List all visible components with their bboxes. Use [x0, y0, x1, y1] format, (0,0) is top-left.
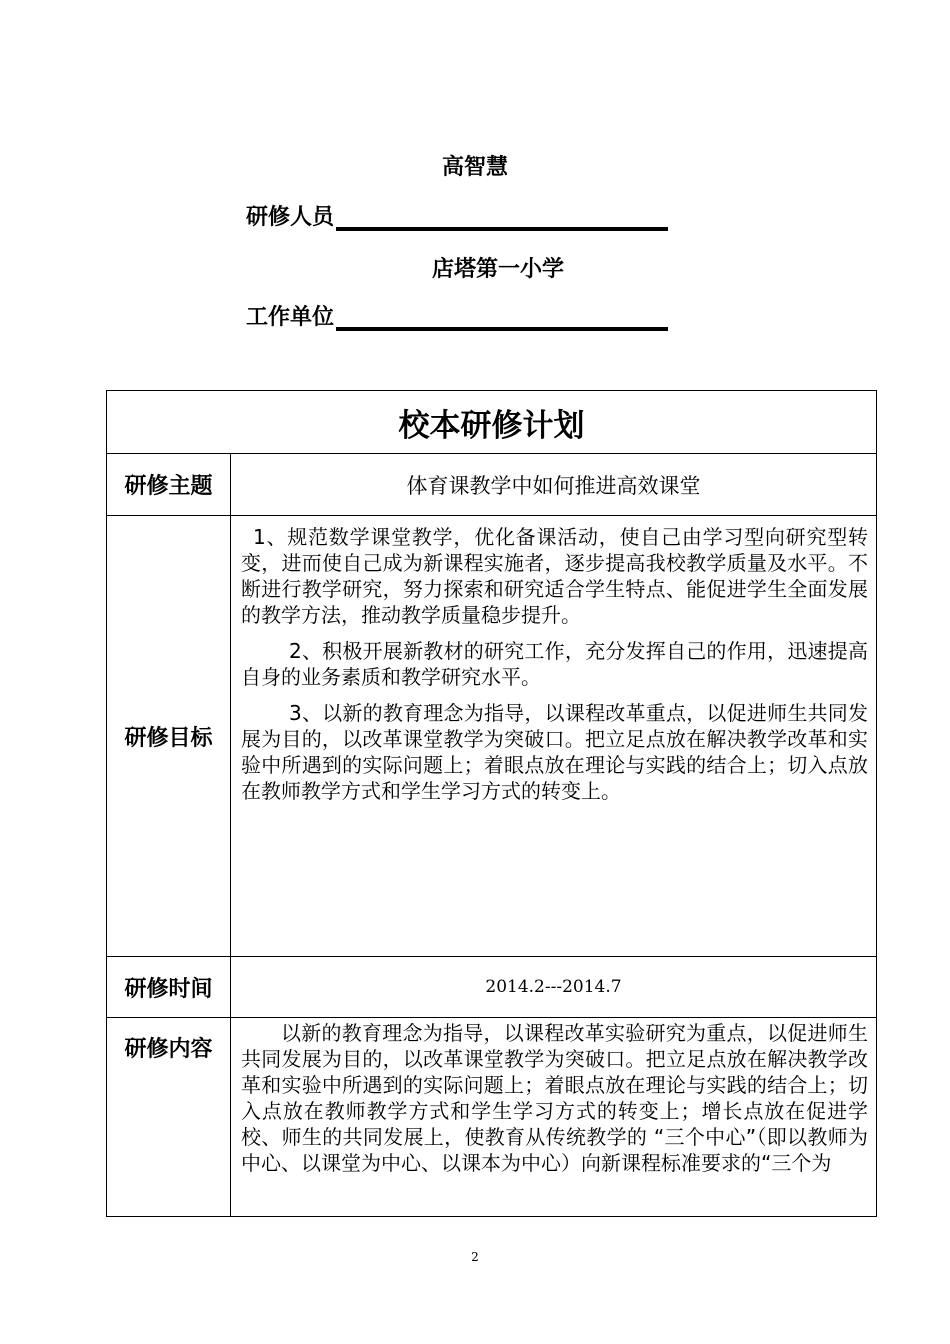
researcher-field — [246, 200, 668, 231]
goals-label: 研修目标 — [107, 516, 231, 957]
school-name: 店塔第一小学 — [432, 257, 565, 282]
researcher-label: 研修人员 — [246, 205, 335, 230]
theme-value: 体育课教学中如何推进高效课堂 — [231, 454, 877, 516]
content-label: 研修内容 — [107, 1018, 231, 1217]
time-value: 2014.2---2014.7 — [231, 957, 877, 1018]
work-unit-underline — [336, 303, 668, 331]
time-label: 研修时间 — [107, 957, 231, 1018]
researcher-name: 高智慧 — [441, 155, 508, 180]
goal-item: 3、以新的教育理念为指导，以课程改革重点，以促进师生共同发展为目的，以改革课堂教学为突破口。把立足点放在解决教学改革和实验中所遇到的实际问题上；着眼点放在理论与实践的结合上；切入点放在教师教学方式和学生学习方式的转变上。 — [241, 701, 868, 803]
research-plan-table — [106, 390, 877, 1217]
work-unit-field — [246, 300, 668, 331]
theme-label: 研修主题 — [107, 454, 231, 516]
goal-item: 1、规范数学课堂教学，优化备课活动，使自己由学习型向研究型转变，进而使自己成为新课程实施者，逐步提高我校教学质量及水平。不断进行教学研究，努力探索和研究适合学生特点、能促进学生全面发展的教学方法，推动教学质量稳步提升。 — [241, 525, 868, 627]
goal-item: 2、积极开展新教材的研究工作，充分发挥自己的作用，迅速提高自身的业务素质和教学研究水平。 — [241, 639, 868, 689]
content-value: 以新的教育理念为指导，以课程改革实验研究为重点，以促进师生共同发展为目的，以改革课堂教学为突破口。把立足点放在解决教学改革和实验中所遇到的实际问题上；着眼点放在理论与实践的结合上；切入点放在教师教学方式和学生学习方式的转变上；增长点放在促进学校、师生的共同发展上，使教育从传统教学的 “三个中心”（即以教师为中心、以课堂为中心、以课本为中心）向新课程标准要求的“三个为 — [231, 1018, 877, 1217]
work-unit-label: 工作单位 — [246, 305, 335, 330]
plan-title: 校本研修计划 — [107, 391, 877, 454]
researcher-underline — [336, 203, 668, 231]
goals-content — [231, 516, 877, 957]
page-number: 2 — [471, 1250, 479, 1264]
